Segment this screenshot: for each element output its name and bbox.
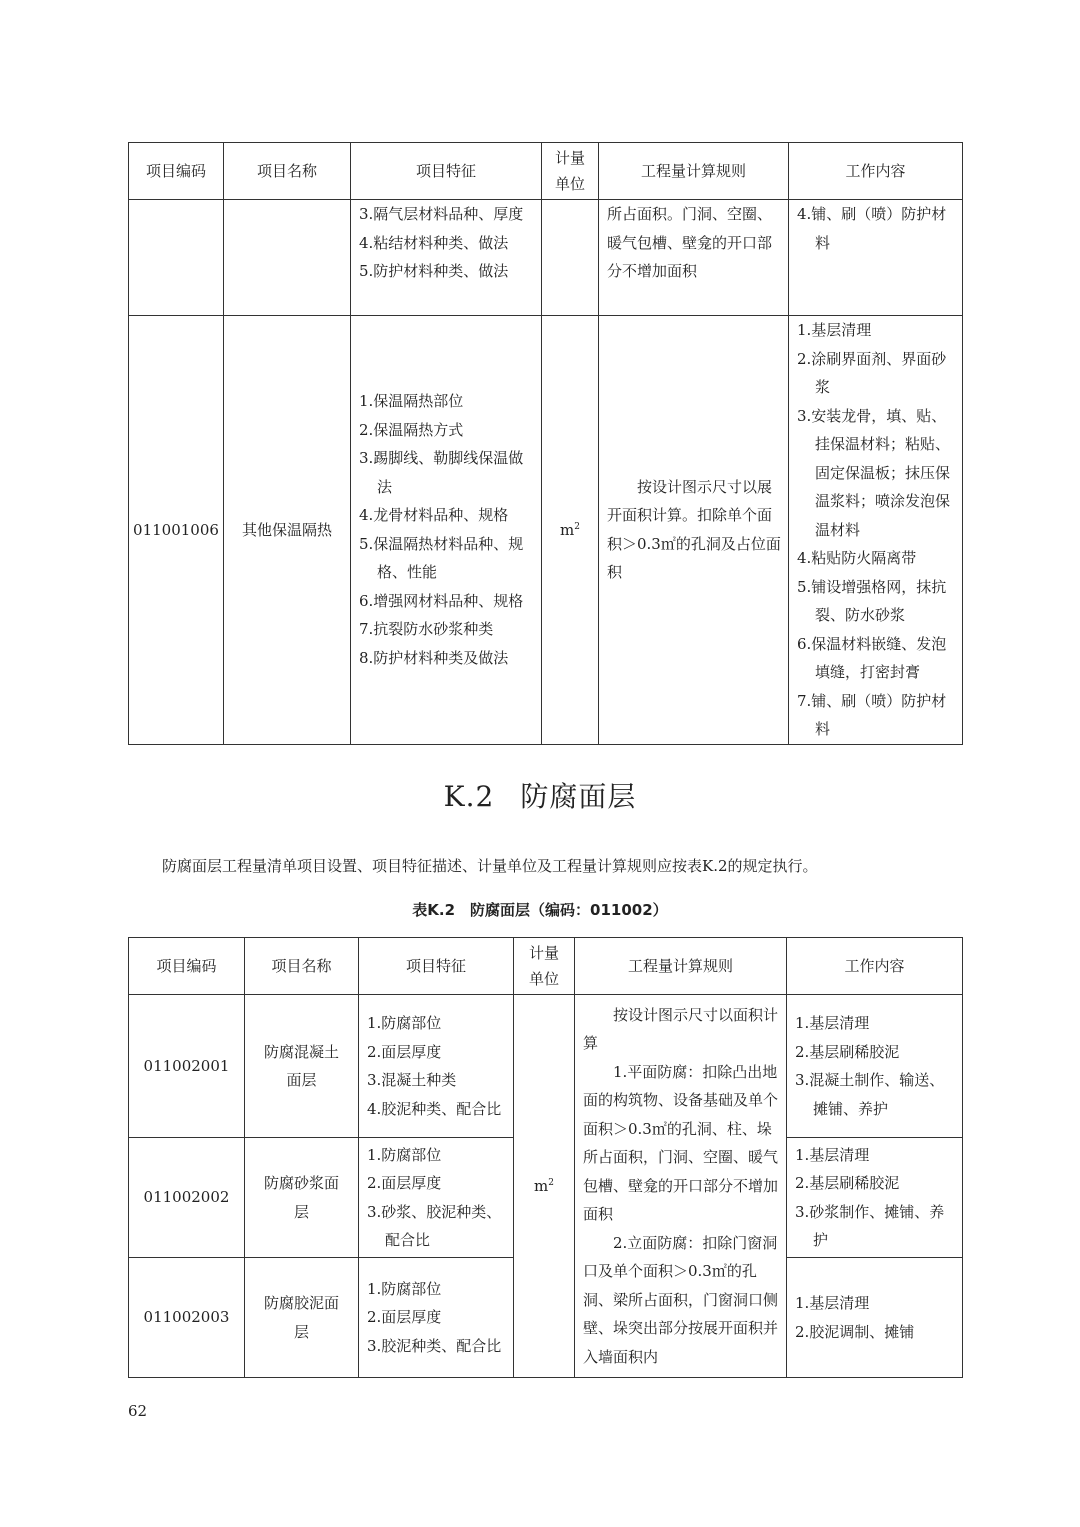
feature-item: 3.胶泥种类、配合比 — [367, 1336, 502, 1355]
cell-work — [787, 995, 963, 1138]
header-code: 项目编码 — [129, 143, 224, 200]
work-item: 4.粘贴防火隔离带 — [797, 549, 917, 567]
section-number: K.2 — [443, 780, 495, 813]
cell-unit — [542, 200, 599, 316]
work-item: 1.基层清理 — [797, 321, 872, 339]
cell-features — [359, 1258, 514, 1378]
work-item: 2.涂刷界面剂、界面砂浆 — [797, 349, 947, 396]
header-features: 项目特征 — [359, 938, 514, 995]
feature-item: 1.防腐部位 — [367, 1145, 442, 1164]
cell-features — [359, 1138, 514, 1258]
cell-features — [359, 995, 514, 1138]
cell-features — [351, 316, 542, 745]
header-work: 工作内容 — [789, 143, 963, 200]
feature-item: 3.砂浆、胶泥种类、配合比 — [367, 1202, 502, 1249]
unit-superscript: 2 — [574, 521, 580, 532]
feature-item: 2.面层厚度 — [367, 1174, 442, 1192]
work-item: 2.胶泥调制、摊铺 — [795, 1322, 915, 1341]
cell-code — [129, 200, 224, 316]
feature-item: 3.混凝土种类 — [367, 1071, 457, 1089]
header-work: 工作内容 — [787, 938, 963, 995]
table-k2 — [128, 937, 963, 1378]
header-features: 项目特征 — [351, 143, 542, 200]
feature-item: 4.龙骨材料品种、规格 — [359, 506, 509, 525]
rule-planar: 1.平面防腐：扣除凸出地面的构筑物、设备基础及单个面积＞0.3㎡的孔洞、柱、垛所占面积，门洞、空圈、暖气包槽、壁龛的开口部分不增加面积 — [583, 1062, 779, 1224]
work-item: 2.基层刷稀胶泥 — [795, 1042, 900, 1061]
feature-item: 4.胶泥种类、配合比 — [367, 1099, 502, 1118]
header-unit-line2: 单位 — [554, 175, 585, 193]
feature-item: 2.面层厚度 — [367, 1308, 442, 1327]
cell-code: 011002002 — [129, 1138, 245, 1258]
unit-superscript: 2 — [548, 1177, 554, 1188]
header-name: 项目名称 — [224, 143, 351, 200]
header-rule: 工程量计算规则 — [599, 143, 789, 200]
cell-rule — [575, 995, 787, 1378]
cell-name: 防腐砂浆面层 — [245, 1138, 359, 1258]
work-item: 3.混凝土制作、输送、摊铺、养护 — [795, 1071, 945, 1118]
header-unit — [542, 143, 599, 200]
feature-item: 3.踢脚线、勒脚线保温做法 — [359, 449, 524, 496]
feature-item: 3.隔气层材料品种、厚度 — [359, 205, 524, 223]
rule-text: 按设计图示尺寸以展开面积计算。扣除单个面积＞0.3㎡的孔洞及占位面积 — [607, 477, 781, 582]
cell-name: 其他保温隔热 — [224, 316, 351, 745]
header-code: 项目编码 — [129, 938, 245, 995]
table-row — [129, 316, 963, 745]
cell-unit — [514, 995, 575, 1378]
rule-intro: 按设计图示尺寸以面积计算 — [583, 1005, 779, 1053]
table-row — [129, 200, 963, 316]
cell-rule — [599, 316, 789, 745]
cell-work — [789, 316, 963, 745]
cell-code: 011001006 — [129, 316, 224, 745]
cell-name — [224, 200, 351, 316]
work-item: 1.基层清理 — [795, 1145, 870, 1164]
cell-features — [351, 200, 542, 316]
work-item: 7.铺、刷（喷）防护材料 — [797, 691, 947, 738]
feature-item: 2.保温隔热方式 — [359, 420, 464, 439]
section-heading: 防腐面层 — [520, 780, 637, 813]
table-header-row — [129, 938, 963, 995]
feature-item: 5.防护材料种类、做法 — [359, 262, 509, 280]
work-item: 4.铺、刷（喷）防护材料 — [797, 205, 947, 252]
table-row — [129, 995, 963, 1138]
page-number: 62 — [128, 1402, 148, 1420]
header-name: 项目名称 — [245, 938, 359, 995]
header-unit-line1: 计量 — [528, 944, 559, 962]
work-item: 6.保温材料嵌缝、发泡填缝，打密封膏 — [797, 634, 947, 681]
header-rule: 工程量计算规则 — [575, 938, 787, 995]
cell-code: 011002003 — [129, 1258, 245, 1378]
table-caption: 表K.2 防腐面层（编码：011002） — [412, 901, 668, 919]
feature-item: 1.防腐部位 — [367, 1279, 442, 1298]
cell-name: 防腐混凝土面层 — [245, 995, 359, 1138]
rule-text: 所占面积。门洞、空圈、暖气包槽、壁龛的开口部分不增加面积 — [607, 205, 773, 280]
cell-name: 防腐胶泥面层 — [245, 1258, 359, 1378]
table-header-row — [129, 143, 963, 200]
rule-vertical: 2.立面防腐：扣除门窗洞口及单个面积＞0.3㎡的孔洞、梁所占面积，门窗洞口侧壁、垛突出部分按展开面积并入墙面积内 — [583, 1233, 779, 1366]
cell-unit — [542, 316, 599, 745]
intro-paragraph: 防腐面层工程量清单项目设置、项目特征描述、计量单位及工程量计算规则应按表K.2的规定执行。 — [162, 857, 818, 875]
feature-item: 1.保温隔热部位 — [359, 392, 464, 411]
cell-work — [787, 1258, 963, 1378]
feature-item: 4.粘结材料种类、做法 — [359, 233, 509, 252]
work-item: 3.安装龙骨，填、贴、挂保温材料；粘贴、固定保温板；抹压保温浆料；喷涂发泡保温材料 — [797, 406, 951, 539]
feature-item: 7.抗裂防水砂浆种类 — [359, 620, 494, 639]
cell-work — [787, 1138, 963, 1258]
unit-text: m — [560, 520, 575, 539]
cell-work — [789, 200, 963, 316]
cell-code: 011002001 — [129, 995, 245, 1138]
header-unit-line2: 单位 — [528, 970, 559, 988]
feature-item: 8.防护材料种类及做法 — [359, 648, 509, 667]
feature-item: 6.增强网材料品种、规格 — [359, 591, 524, 610]
feature-item: 1.防腐部位 — [367, 1014, 442, 1032]
work-item: 5.铺设增强格网，抹抗裂、防水砂浆 — [797, 577, 947, 624]
table-k1-continuation — [128, 142, 963, 745]
header-unit-line1: 计量 — [554, 149, 585, 167]
cell-rule — [599, 200, 789, 316]
section-title — [0, 775, 1080, 815]
unit-text: m — [534, 1176, 549, 1195]
header-unit — [514, 938, 575, 995]
feature-item: 5.保温隔热材料品种、规格、性能 — [359, 534, 524, 582]
work-item: 1.基层清理 — [795, 1014, 870, 1032]
work-item: 2.基层刷稀胶泥 — [795, 1174, 900, 1192]
feature-item: 2.面层厚度 — [367, 1042, 442, 1061]
work-item: 3.砂浆制作、摊铺、养护 — [795, 1202, 945, 1249]
work-item: 1.基层清理 — [795, 1294, 870, 1312]
